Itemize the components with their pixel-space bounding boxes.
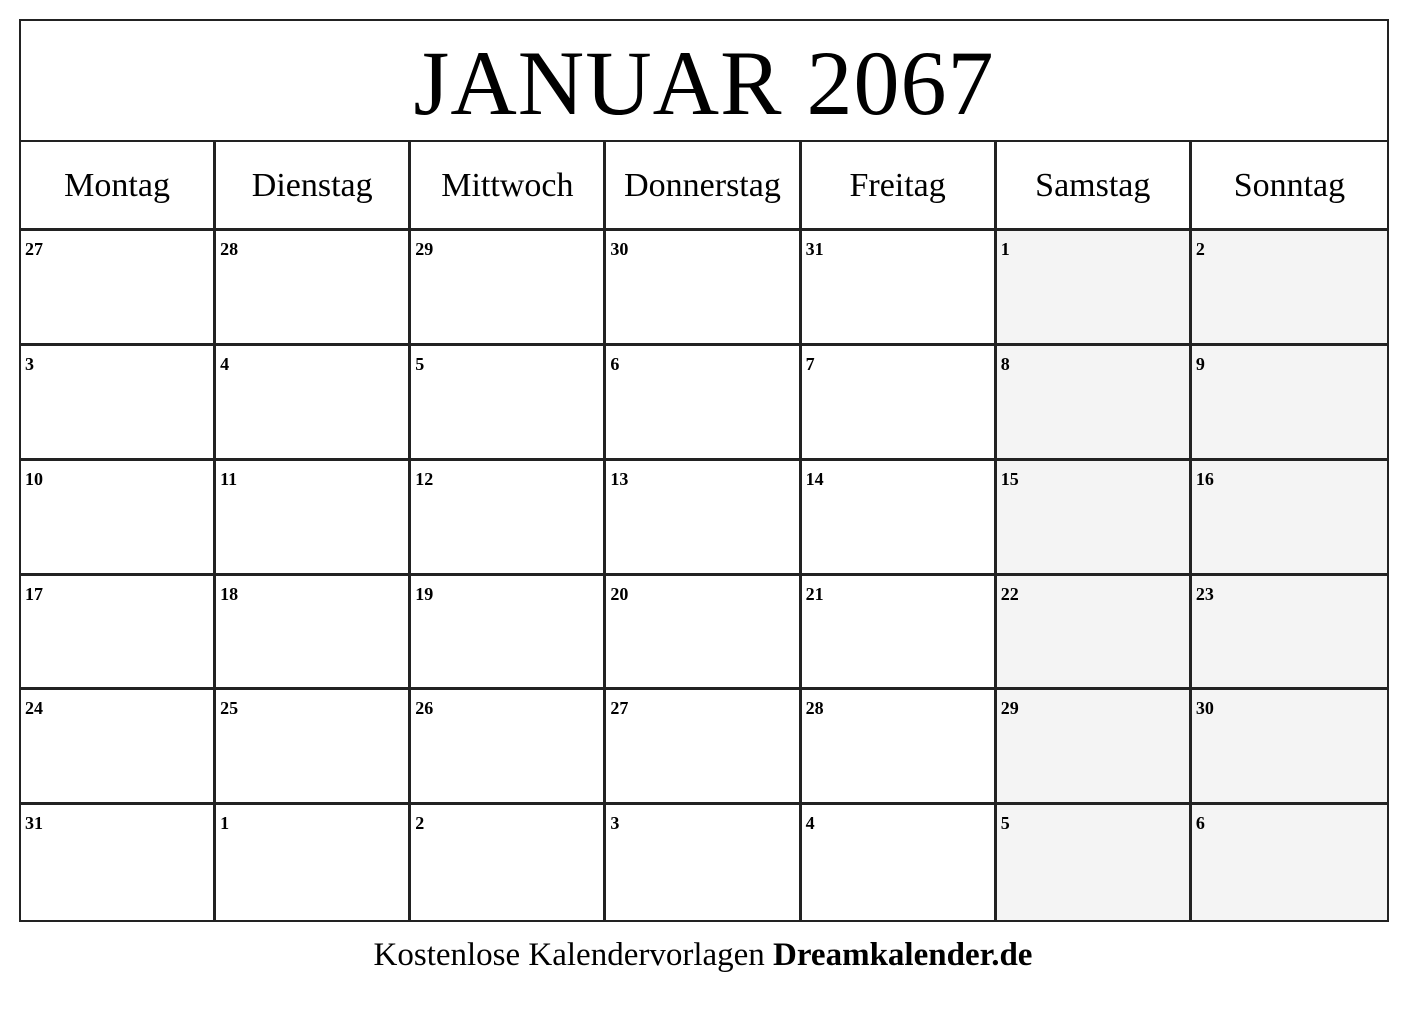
- day-cell: [216, 805, 411, 920]
- weekday-header-friday: Freitag: [802, 142, 997, 231]
- day-number: 5: [1000, 813, 1010, 834]
- footer-brand-link[interactable]: Dreamkalender.de: [773, 937, 1033, 973]
- weekday-header-sunday: Sonntag: [1192, 142, 1387, 231]
- day-number: 2: [415, 813, 425, 834]
- day-number: 6: [610, 353, 620, 374]
- day-cell: [606, 805, 801, 920]
- day-cell: [606, 576, 801, 691]
- day-number: 27: [25, 239, 43, 259]
- day-cell: [606, 346, 801, 461]
- title-bar: [21, 21, 1387, 142]
- day-number: 24: [25, 698, 43, 719]
- day-number: 3: [25, 353, 34, 374]
- day-number: 31: [25, 813, 43, 834]
- day-cell: [411, 346, 606, 461]
- day-number: 29: [1000, 698, 1019, 719]
- day-cell: [802, 805, 997, 920]
- day-cell-weekend: [997, 805, 1192, 920]
- day-number: 6: [1195, 813, 1205, 834]
- day-cell: [606, 461, 801, 576]
- day-number: 20: [610, 583, 629, 604]
- day-cell: [411, 805, 606, 920]
- day-cell: [802, 231, 997, 346]
- day-cell: [216, 461, 411, 576]
- day-cell: [21, 690, 216, 805]
- footer: [0, 936, 1406, 976]
- day-cell: [606, 690, 801, 805]
- day-cell: [21, 576, 216, 691]
- day-number: 4: [805, 813, 815, 834]
- day-cell: [802, 461, 997, 576]
- day-number: 3: [610, 813, 620, 834]
- day-cell: [21, 461, 216, 576]
- day-number: 23: [1195, 583, 1214, 604]
- day-number: 31: [805, 239, 824, 259]
- day-number: 14: [805, 468, 824, 489]
- day-number: 13: [610, 468, 629, 489]
- calendar-grid: [21, 142, 1387, 920]
- day-cell: [216, 231, 411, 346]
- day-cell: [411, 690, 606, 805]
- day-number: 9: [1195, 353, 1205, 374]
- day-number: 18: [220, 583, 239, 604]
- day-number: 26: [415, 698, 434, 719]
- day-number: 30: [1195, 698, 1214, 719]
- day-number: 21: [805, 583, 824, 604]
- day-number: 5: [415, 353, 425, 374]
- day-number: 12: [415, 468, 434, 489]
- day-number: 11: [220, 468, 238, 489]
- day-cell: [21, 346, 216, 461]
- weekday-header-wednesday: Mittwoch: [411, 142, 606, 231]
- day-cell: [21, 231, 216, 346]
- day-cell: [411, 576, 606, 691]
- day-number: 28: [220, 239, 239, 259]
- day-cell: [411, 461, 606, 576]
- weekday-header-tuesday: Dienstag: [216, 142, 411, 231]
- calendar: [19, 19, 1389, 922]
- day-cell: [216, 690, 411, 805]
- day-number: 15: [1000, 468, 1019, 489]
- day-cell-weekend: [1192, 805, 1387, 920]
- day-cell-weekend: [1192, 231, 1387, 346]
- day-number: 29: [415, 239, 434, 259]
- day-number: 1: [220, 813, 230, 834]
- day-number: 16: [1195, 468, 1214, 489]
- day-cell-weekend: [997, 576, 1192, 691]
- day-cell-weekend: [1192, 346, 1387, 461]
- day-number: 1: [1000, 239, 1010, 259]
- day-cell: [216, 576, 411, 691]
- day-number: 22: [1000, 583, 1019, 604]
- day-number: 2: [1195, 239, 1205, 259]
- day-number: 10: [25, 468, 43, 489]
- day-cell-weekend: [997, 461, 1192, 576]
- day-cell-weekend: [1192, 690, 1387, 805]
- day-cell-weekend: [997, 231, 1192, 346]
- day-number: 28: [805, 698, 824, 719]
- day-number: 7: [805, 353, 815, 374]
- day-number: 19: [415, 583, 434, 604]
- day-cell: [606, 231, 801, 346]
- weekday-header-monday: Montag: [21, 142, 216, 231]
- day-cell-weekend: [997, 346, 1192, 461]
- day-cell: [802, 346, 997, 461]
- day-number: 25: [220, 698, 239, 719]
- day-cell: [411, 231, 606, 346]
- day-cell: [802, 690, 997, 805]
- weekday-header-thursday: Donnerstag: [606, 142, 801, 231]
- day-cell-weekend: [1192, 461, 1387, 576]
- day-cell-weekend: [997, 690, 1192, 805]
- day-cell-weekend: [1192, 576, 1387, 691]
- day-cell: [216, 346, 411, 461]
- day-number: 4: [220, 353, 230, 374]
- weekday-header-saturday: Samstag: [997, 142, 1192, 231]
- calendar-title: JANUAR 2067: [413, 31, 995, 134]
- day-number: 27: [610, 698, 629, 719]
- day-cell: [802, 576, 997, 691]
- day-number: 30: [610, 239, 629, 259]
- footer-text: Kostenlose Kalendervorlagen: [373, 937, 765, 973]
- day-number: 17: [25, 583, 43, 604]
- day-cell: [21, 805, 216, 920]
- day-number: 8: [1000, 353, 1010, 374]
